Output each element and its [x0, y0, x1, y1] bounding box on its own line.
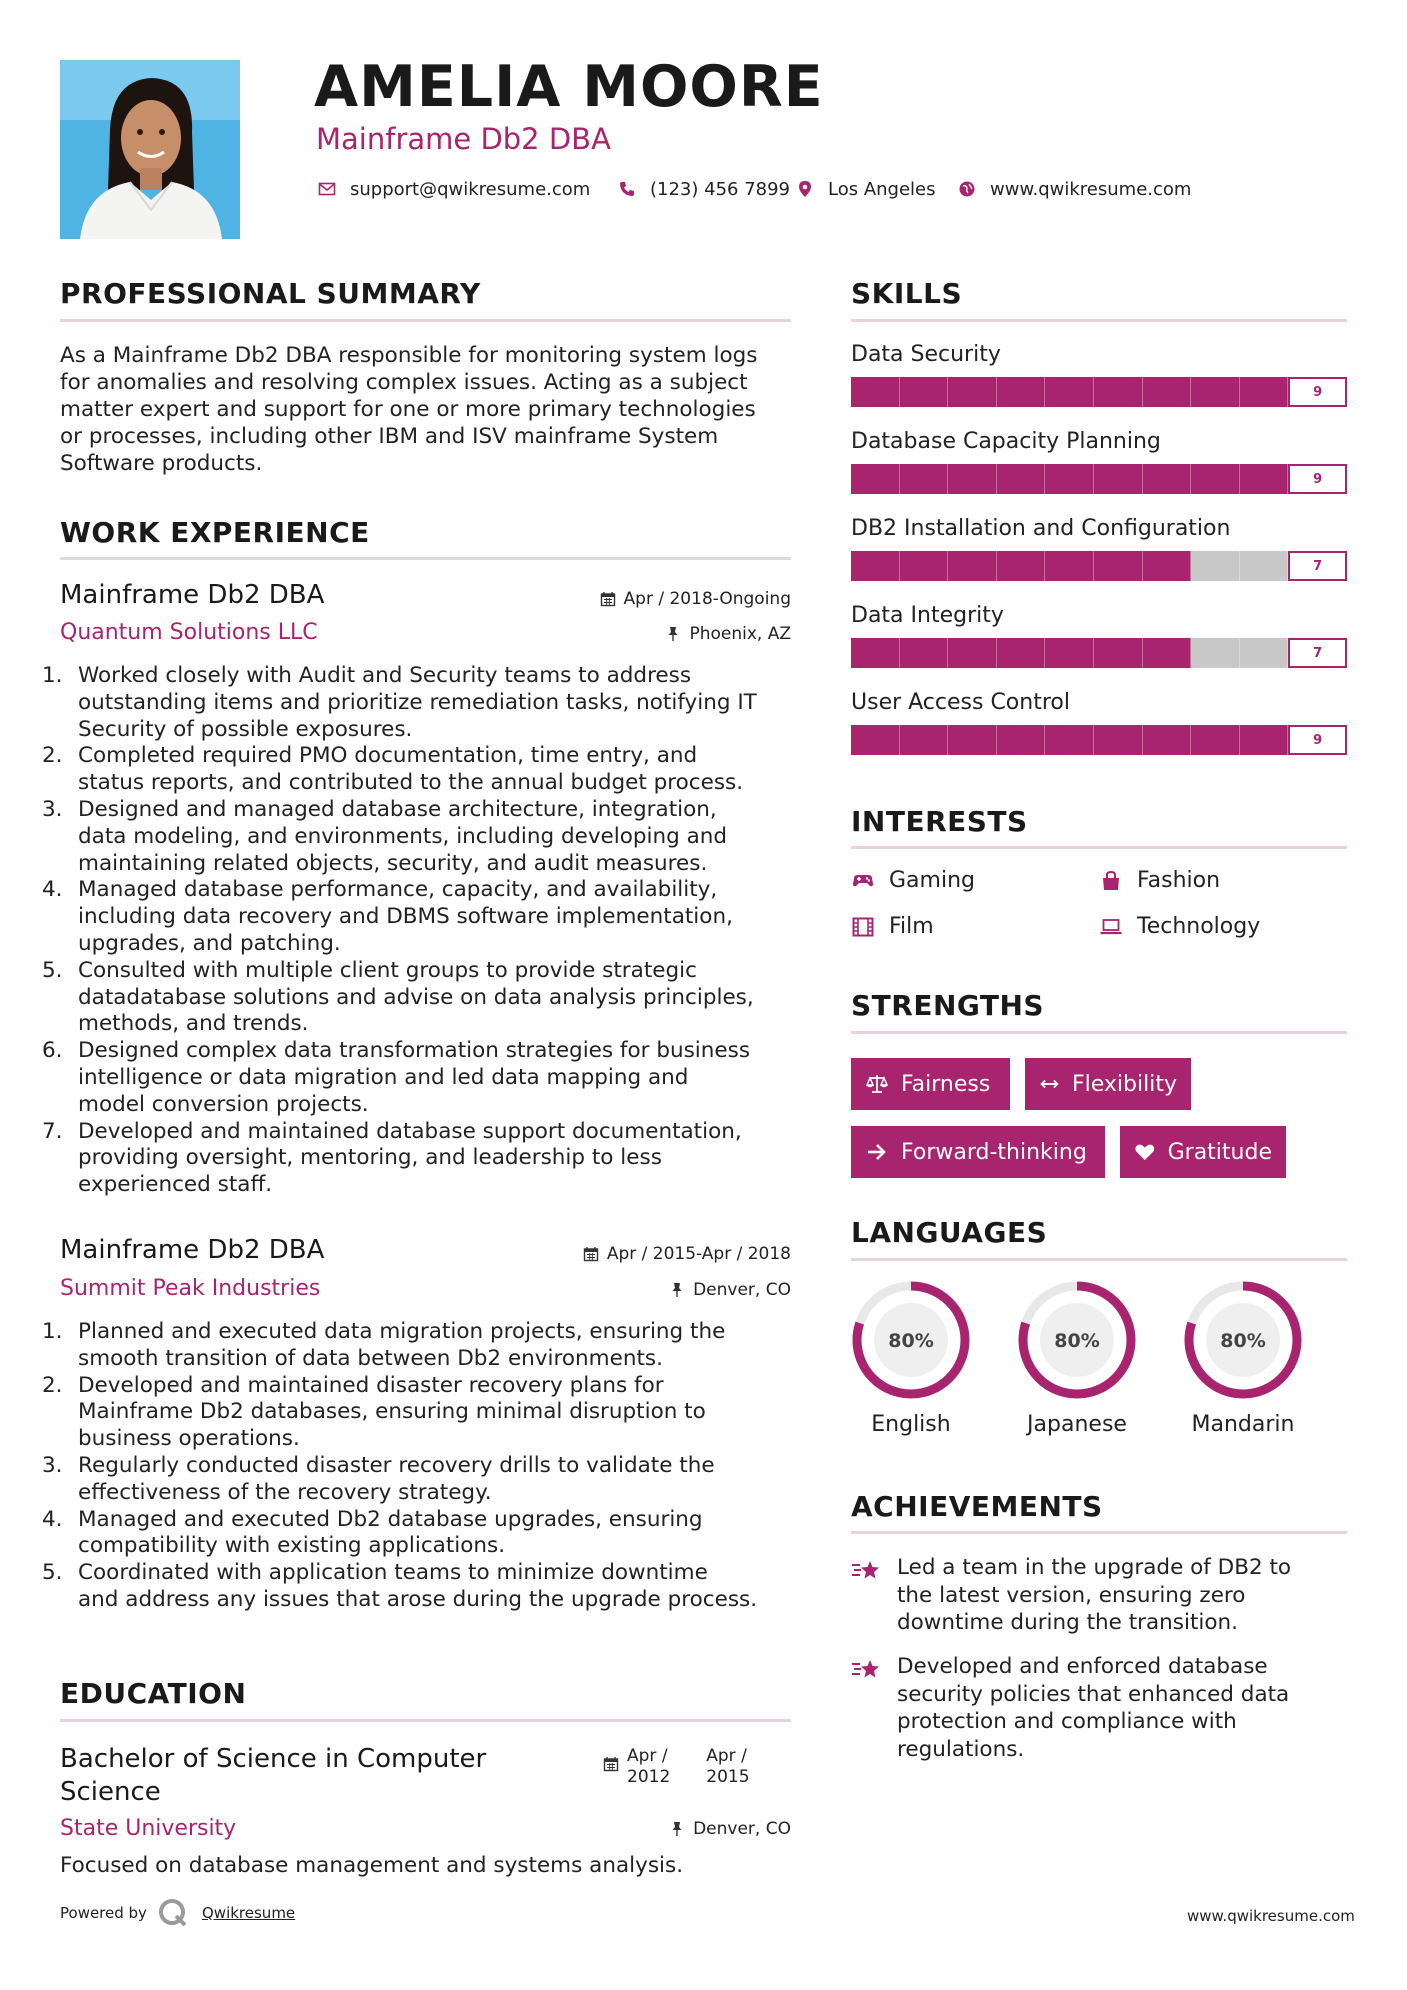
duty-item: 6. Designed complex data transformation strategies for business intelligence or data migration and led data mapping and model conversion projects.: [42, 1038, 751, 1117]
skill-bar-segment: [1045, 725, 1094, 755]
skill-level-badge: 9: [1288, 377, 1347, 407]
duty-item: 3. Designed and managed database architecture, integration, data modeling, and environments, including developing and maintaining related objects, security, and audit measures.: [42, 796, 728, 876]
skill-bar-segment: [1143, 551, 1192, 581]
shooting-star-icon: [851, 1556, 881, 1586]
skill-name: Data Security: [851, 342, 1001, 367]
skill-bar-segment: [948, 464, 997, 494]
skill-bar-segment: [900, 725, 949, 755]
experience-heading: WORK EXPERIENCE: [60, 516, 370, 549]
education-location: [520, 1819, 791, 1839]
skills-heading: SKILLS: [851, 277, 963, 310]
skill-item: [851, 429, 1347, 494]
skill-bar-segment: [851, 464, 900, 494]
skill-bar-segment: [997, 638, 1046, 668]
skill-level-bar: [851, 377, 1347, 407]
language-ring: [1181, 1278, 1305, 1402]
footer-website[interactable]: www.qwikresume.com: [1187, 1907, 1355, 1925]
interests-divider: [851, 846, 1347, 849]
skill-bar-segment: [948, 725, 997, 755]
skill-level-badge: 9: [1288, 725, 1347, 755]
experience-divider: [60, 557, 791, 560]
job-dates: [520, 1244, 791, 1264]
job-dates: [520, 589, 791, 609]
strengths-divider: [851, 1031, 1347, 1034]
languages-divider: [851, 1258, 1347, 1261]
languages-heading: LANGUAGES: [851, 1216, 1048, 1249]
brand-link[interactable]: Qwikresume: [202, 1904, 296, 1922]
dates-text: Apr / 2015-Apr / 2018: [606, 1244, 791, 1264]
skill-bar-segment: [1045, 464, 1094, 494]
degree-title: Bachelor of Science in Computer Science: [60, 1744, 487, 1807]
arrows-horizontal-icon: [1039, 1072, 1060, 1096]
skill-bar-segment: [1094, 725, 1143, 755]
start-year: 2012: [627, 1767, 671, 1787]
skill-level-badge: 9: [1288, 464, 1347, 494]
skill-bar-segment: [1094, 464, 1143, 494]
skill-level-bar: [851, 725, 1347, 755]
avatar-illustration: [60, 60, 240, 239]
skill-bar-segment: [997, 464, 1046, 494]
skill-bar-segment: [851, 551, 900, 581]
skill-bar-segment: [851, 725, 900, 755]
skill-level-badge: 7: [1288, 638, 1347, 668]
skill-bar-segment: [900, 551, 949, 581]
envelope-icon: [316, 178, 338, 200]
candidate-title: Mainframe Db2 DBA: [316, 122, 611, 156]
language-ring: [849, 1278, 973, 1402]
language-item: [997, 1278, 1157, 1437]
skill-bar-segment: [1191, 725, 1240, 755]
language-percent: 80%: [1054, 1330, 1100, 1352]
language-item: [831, 1278, 991, 1437]
summary-heading: PROFESSIONAL SUMMARY: [60, 277, 481, 310]
job-location: [520, 1280, 791, 1300]
laptop-icon: [1099, 915, 1123, 939]
strength-gratitude: Gratitude: [1120, 1126, 1286, 1178]
skill-name: Database Capacity Planning: [851, 429, 1161, 454]
website-text: www.qwikresume.com: [990, 178, 1192, 200]
skill-bar-segment: [1240, 638, 1289, 668]
skill-bar-segment: [1045, 377, 1094, 407]
skill-bar-segment: [1045, 551, 1094, 581]
duty-item: 1. Planned and executed data migration projects, ensuring the smooth transition of data between Db2 environments.: [42, 1319, 726, 1371]
contact-phone[interactable]: [616, 178, 790, 200]
job-duties: [42, 1319, 800, 1614]
skill-bar-segment: [900, 377, 949, 407]
language-name: Japanese: [1027, 1412, 1127, 1437]
language-name: English: [871, 1412, 951, 1437]
skill-bar-segment: [1143, 464, 1192, 494]
heart-icon: [1134, 1140, 1156, 1164]
skill-bar-segment: [997, 725, 1046, 755]
language-percent: 80%: [888, 1330, 934, 1352]
skill-bar-segment: [1143, 377, 1192, 407]
skill-item: [851, 603, 1347, 668]
skill-name: User Access Control: [851, 690, 1070, 715]
skill-bar-segment: [1143, 725, 1192, 755]
strength-forward-thinking: Forward-thinking: [851, 1126, 1105, 1178]
skill-name: Data Integrity: [851, 603, 1004, 628]
job-duties: [42, 663, 800, 1199]
profile-photo: [60, 60, 240, 239]
shopping-bag-icon: [1099, 869, 1123, 893]
duty-item: 3. Regularly conducted disaster recovery drills to validate the effectiveness of the recovery strategy.: [42, 1452, 715, 1505]
company-name: Quantum Solutions LLC: [60, 620, 318, 645]
skill-level-bar: [851, 464, 1347, 494]
globe-icon: [956, 178, 978, 200]
balance-scale-icon: [865, 1072, 889, 1096]
skill-bar-segment: [1240, 464, 1289, 494]
summary-line: or processes, including other IBM and ISV mainframe System: [60, 424, 719, 449]
summary-line: matter expert and support for one or more primary technologies: [60, 397, 756, 422]
job-location: [520, 624, 791, 644]
location-text: Phoenix, AZ: [689, 624, 791, 644]
location-text: Los Angeles: [828, 178, 936, 200]
skill-bar-segment: [851, 638, 900, 668]
interest-gaming: Gaming: [851, 868, 975, 893]
skill-bar-segment: [1094, 377, 1143, 407]
strength-flexibility: Flexibility: [1025, 1058, 1191, 1110]
interest-fashion: Fashion: [1099, 868, 1220, 893]
duty-item: 2. Developed and maintained disaster recovery plans for Mainframe Db2 databases, ensuring minimal disruption to business operations.: [42, 1372, 706, 1452]
phone-text: (123) 456 7899: [650, 178, 791, 200]
skill-bar-segment: [1191, 638, 1240, 668]
contact-email[interactable]: [316, 178, 590, 200]
skill-bar-segment: [948, 377, 997, 407]
candidate-name: AMELIA MOORE: [314, 54, 824, 120]
achievement-item: Led a team in the upgrade of DB2 to the latest version, ensuring zero downtime during the transition.: [851, 1554, 1347, 1637]
job-title: Mainframe Db2 DBA: [60, 1235, 325, 1265]
skill-name: DB2 Installation and Configuration: [851, 516, 1231, 541]
education-heading: EDUCATION: [60, 1677, 247, 1710]
interests-heading: INTERESTS: [851, 805, 1028, 838]
calendar-icon: [600, 591, 616, 607]
company-name: Summit Peak Industries: [60, 1276, 321, 1301]
skill-bar-segment: [1240, 725, 1289, 755]
email-text: support@qwikresume.com: [350, 178, 591, 200]
gamepad-icon: [851, 869, 875, 893]
thumbtack-icon: [665, 626, 681, 642]
skill-bar-segment: [997, 377, 1046, 407]
interest-film: Film: [851, 914, 934, 939]
achievements-heading: ACHIEVEMENTS: [851, 1490, 1103, 1523]
qwikresume-logo-icon: [156, 1896, 190, 1930]
school-name: State University: [60, 1816, 237, 1841]
thumbtack-icon: [669, 1282, 685, 1298]
location-text: Denver, CO: [693, 1819, 791, 1839]
arrow-right-icon: [865, 1140, 889, 1164]
interest-technology: Technology: [1099, 914, 1260, 939]
summary-line: As a Mainframe Db2 DBA responsible for monitoring system logs: [60, 343, 758, 368]
skill-bar-segment: [948, 638, 997, 668]
calendar-icon: [583, 1246, 599, 1262]
education-description: Focused on database management and systems analysis.: [60, 1853, 684, 1878]
skill-bar-segment: [1191, 377, 1240, 407]
summary-line: Software products.: [60, 451, 263, 476]
languages-list: [831, 1278, 1351, 1448]
language-item: [1163, 1278, 1323, 1437]
education-dates: [603, 1746, 750, 1788]
strengths-heading: STRENGTHS: [851, 989, 1045, 1022]
skill-bar-segment: [1240, 551, 1289, 581]
contact-location: [794, 178, 936, 200]
strength-fairness: Fairness: [851, 1058, 1010, 1110]
skill-bar-segment: [948, 551, 997, 581]
phone-icon: [616, 178, 638, 200]
skill-item: [851, 516, 1347, 581]
skill-level-badge: 7: [1288, 551, 1347, 581]
achievement-item: Developed and enforced database security policies that enhanced data protection and compliance with regulations.: [851, 1653, 1347, 1763]
start-month: Apr /: [627, 1746, 668, 1766]
duty-item: 2. Completed required PMO documentation, time entry, and status reports, and contributed to the annual budget process.: [42, 743, 744, 796]
thumbtack-icon: [669, 1821, 685, 1837]
end-year: 2015: [706, 1767, 750, 1787]
duty-item: 7. Developed and maintained database support documentation, providing oversight, mentoring, and leadership to less experienced staff.: [42, 1118, 742, 1198]
skill-item: [851, 342, 1347, 407]
dates-text: Apr / 2018-Ongoing: [623, 589, 791, 609]
duty-item: 5. Coordinated with application teams to minimize downtime and address any issues that arose during the upgrade process.: [42, 1560, 758, 1612]
skill-bar-segment: [900, 638, 949, 668]
skills-divider: [851, 319, 1347, 322]
skill-bar-segment: [1143, 638, 1192, 668]
skill-bar-segment: [1094, 638, 1143, 668]
end-month: Apr /: [706, 1746, 747, 1766]
skill-bar-segment: [900, 464, 949, 494]
summary-divider: [60, 319, 791, 322]
film-icon: [851, 915, 875, 939]
skill-bar-segment: [1240, 377, 1289, 407]
summary-line: for anomalies and resolving complex issues. Acting as a subject: [60, 370, 748, 395]
skill-level-bar: [851, 551, 1347, 581]
skill-level-bar: [851, 638, 1347, 668]
language-name: Mandarin: [1191, 1412, 1295, 1437]
skill-bar-segment: [1045, 638, 1094, 668]
education-divider: [60, 1719, 791, 1722]
language-ring: [1015, 1278, 1139, 1402]
job-title: Mainframe Db2 DBA: [60, 580, 325, 610]
contact-website[interactable]: [956, 178, 1191, 200]
skill-bar-segment: [851, 377, 900, 407]
duty-item: 4. Managed database performance, capacity, and availability, including data recovery and DBMS software implementation, upgrades, and patching.: [42, 877, 733, 956]
language-percent: 80%: [1220, 1330, 1266, 1352]
skill-bar-segment: [1191, 551, 1240, 581]
summary-text: [60, 342, 800, 477]
powered-by-label: Powered by: [60, 1904, 147, 1922]
skill-bar-segment: [1191, 464, 1240, 494]
calendar-icon: [603, 1756, 619, 1772]
duty-item: 1. Worked closely with Audit and Security teams to address outstanding items and prioritize remediation tasks, notifying IT Security of possible exposures.: [42, 663, 757, 742]
skill-bar-segment: [1094, 551, 1143, 581]
duty-item: 4. Managed and executed Db2 database upgrades, ensuring compatibility with existing applications.: [42, 1506, 703, 1559]
skill-bar-segment: [997, 551, 1046, 581]
shooting-star-icon: [851, 1655, 881, 1685]
duty-item: 5. Consulted with multiple client groups to provide strategic datadatabase solutions and advise on data analysis principles, methods, and trends.: [42, 957, 754, 1037]
skill-item: [851, 690, 1347, 755]
location-text: Denver, CO: [693, 1280, 791, 1300]
achievements-divider: [851, 1531, 1347, 1534]
map-marker-icon: [794, 178, 816, 200]
